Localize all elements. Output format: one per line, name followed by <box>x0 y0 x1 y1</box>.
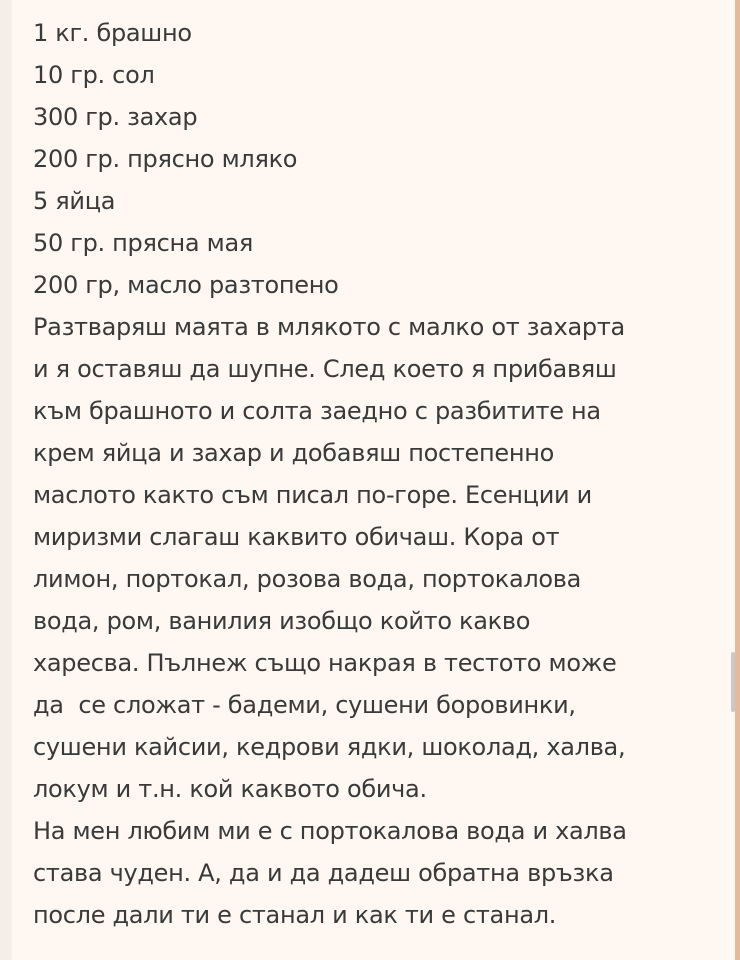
note-line: после дали ти е станал и как ти е станал. <box>33 901 557 929</box>
left-edge-strip <box>0 0 12 960</box>
instruction-line: сушени кайсии, кедрови ядки, шоколад, халва, <box>33 733 626 761</box>
instruction-line: и я оставяш да шупне. След което я прибавяш <box>33 355 617 383</box>
instruction-line: харесва. Пълнеж също накрая в тестото може <box>33 649 617 677</box>
note-line: На мен любим ми е с портокалова вода и халва <box>33 817 627 845</box>
instruction-line: локум и т.н. кой каквото обича. <box>33 775 427 803</box>
instruction-line: вода, ром, ванилия изобщо който какво <box>33 607 531 635</box>
right-accent-bar <box>735 0 740 960</box>
instruction-line: да се сложат - бадеми, сушени боровинки, <box>33 691 576 719</box>
ingredient-line: 200 гр, масло разтопено <box>33 271 339 299</box>
instruction-line: към брашното и солта заедно с разбитите на <box>33 397 601 425</box>
ingredient-line: 1 кг. брашно <box>33 19 192 47</box>
note-line: става чуден. А, да и да дадеш обратна връзка <box>33 859 614 887</box>
ingredient-line: 300 гр. захар <box>33 103 198 131</box>
ingredient-line: 10 гр. сол <box>33 61 155 89</box>
ingredient-line: 5 яйца <box>33 187 116 215</box>
recipe-text <box>33 12 723 936</box>
instruction-line: крем яйца и захар и добавяш постепенно <box>33 439 555 467</box>
instruction-line: лимон, портокал, розова вода, портокалова <box>33 565 582 593</box>
instruction-line: миризми слагаш каквито обичаш. Кора от <box>33 523 560 551</box>
ingredient-line: 50 гр. прясна мая <box>33 229 254 257</box>
instruction-line: Разтваряш маята в млякото с малко от захарта <box>33 313 625 341</box>
instruction-line: маслото както съм писал по-горе. Есенции и <box>33 481 592 509</box>
ingredient-line: 200 гр. прясно мляко <box>33 145 298 173</box>
